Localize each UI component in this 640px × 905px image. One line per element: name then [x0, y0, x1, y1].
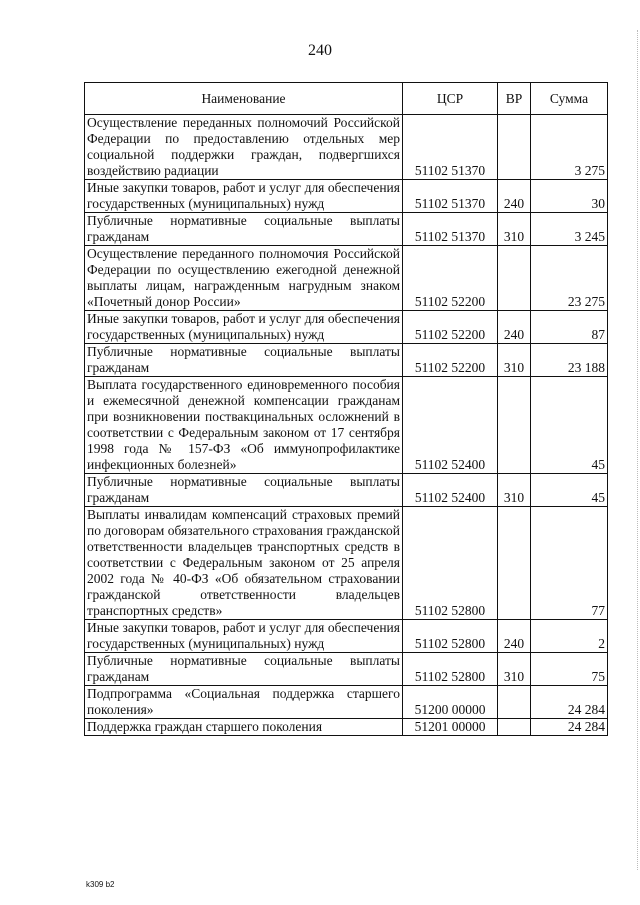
- row-csr: 51102 52400: [403, 474, 498, 507]
- table-row: [85, 246, 608, 311]
- row-vr: [498, 115, 531, 180]
- table-row: [85, 653, 608, 686]
- row-sum: 24 284: [531, 686, 608, 719]
- row-vr: 310: [498, 344, 531, 377]
- table-row: [85, 377, 608, 474]
- row-csr: 51200 00000: [403, 686, 498, 719]
- table-row: [85, 686, 608, 719]
- table-row: [85, 180, 608, 213]
- row-csr: 51102 52800: [403, 507, 498, 620]
- table-row: [85, 719, 608, 736]
- row-vr: 310: [498, 213, 531, 246]
- row-name: Подпрограмма «Социальная поддержка старшего поколения»: [85, 686, 403, 719]
- row-name: Осуществление переданных полномочий Российской Федерации по предоставлению отдельных мер социальной поддержки граждан, подвергшихся воздействию радиации: [85, 115, 403, 180]
- row-name: Публичные нормативные социальные выплаты гражданам: [85, 474, 403, 507]
- footer-code: k309 b2: [86, 880, 115, 889]
- row-csr: 51102 52800: [403, 620, 498, 653]
- row-sum: 87: [531, 311, 608, 344]
- header-csr: ЦСР: [403, 83, 498, 115]
- budget-table: [84, 82, 608, 736]
- row-name: Иные закупки товаров, работ и услуг для обеспечения государственных (муниципальных) нужд: [85, 620, 403, 653]
- header-name: Наименование: [85, 83, 403, 115]
- page-number: 240: [308, 42, 332, 59]
- row-name: Публичные нормативные социальные выплаты гражданам: [85, 344, 403, 377]
- row-sum: 30: [531, 180, 608, 213]
- row-csr: 51102 52800: [403, 653, 498, 686]
- table-row: [85, 311, 608, 344]
- row-vr: 240: [498, 180, 531, 213]
- row-csr: 51201 00000: [403, 719, 498, 736]
- table-row: [85, 115, 608, 180]
- row-sum: 45: [531, 377, 608, 474]
- row-csr: 51102 51370: [403, 115, 498, 180]
- row-name: Публичные нормативные социальные выплаты гражданам: [85, 653, 403, 686]
- row-csr: 51102 51370: [403, 213, 498, 246]
- row-sum: 2: [531, 620, 608, 653]
- row-csr: 51102 52200: [403, 344, 498, 377]
- table-header-row: [85, 83, 608, 115]
- row-csr: 51102 52400: [403, 377, 498, 474]
- row-vr: [498, 377, 531, 474]
- row-name: Осуществление переданного полномочия Российской Федерации по осуществлению ежегодной денежной выплаты лицам, награжденным нагрудным знаком «Почетный донор России»: [85, 246, 403, 311]
- row-vr: 310: [498, 653, 531, 686]
- table-row: [85, 344, 608, 377]
- table-row: [85, 507, 608, 620]
- table-row: [85, 620, 608, 653]
- row-sum: 75: [531, 653, 608, 686]
- row-name: Иные закупки товаров, работ и услуг для обеспечения государственных (муниципальных) нужд: [85, 311, 403, 344]
- row-vr: [498, 686, 531, 719]
- row-sum: 23 275: [531, 246, 608, 311]
- header-vr: ВР: [498, 83, 531, 115]
- row-vr: [498, 719, 531, 736]
- row-csr: 51102 51370: [403, 180, 498, 213]
- row-vr: [498, 507, 531, 620]
- table-row: [85, 474, 608, 507]
- table-row: [85, 213, 608, 246]
- row-vr: 310: [498, 474, 531, 507]
- row-name: Публичные нормативные социальные выплаты гражданам: [85, 213, 403, 246]
- row-name: Выплата государственного единовременного пособия и ежемесячной денежной компенсации гражданам при возникновении поствакцинальных осложнений в соответствии с Федеральным законом от 17 сентября 1998 года № 157-ФЗ «Об иммунопрофилактике инфекционных болезней»: [85, 377, 403, 474]
- row-sum: 77: [531, 507, 608, 620]
- row-sum: 45: [531, 474, 608, 507]
- row-csr: 51102 52200: [403, 311, 498, 344]
- row-sum: 3 275: [531, 115, 608, 180]
- row-name: Выплаты инвалидам компенсаций страховых премий по договорам обязательного страхования гражданской ответственности владельцев транспортных средств в соответствии с Федеральным законом от 25 апреля 2002 года № 40-ФЗ «Об обязательном страховании гражданской ответственности владельцев транспортных средств»: [85, 507, 403, 620]
- row-sum: 23 188: [531, 344, 608, 377]
- row-name: Поддержка граждан старшего поколения: [85, 719, 403, 736]
- row-vr: [498, 246, 531, 311]
- row-csr: 51102 52200: [403, 246, 498, 311]
- row-vr: 240: [498, 311, 531, 344]
- row-name: Иные закупки товаров, работ и услуг для обеспечения государственных (муниципальных) нужд: [85, 180, 403, 213]
- header-sum: Сумма: [531, 83, 608, 115]
- row-vr: 240: [498, 620, 531, 653]
- row-sum: 24 284: [531, 719, 608, 736]
- row-sum: 3 245: [531, 213, 608, 246]
- scan-edge: [629, 30, 638, 870]
